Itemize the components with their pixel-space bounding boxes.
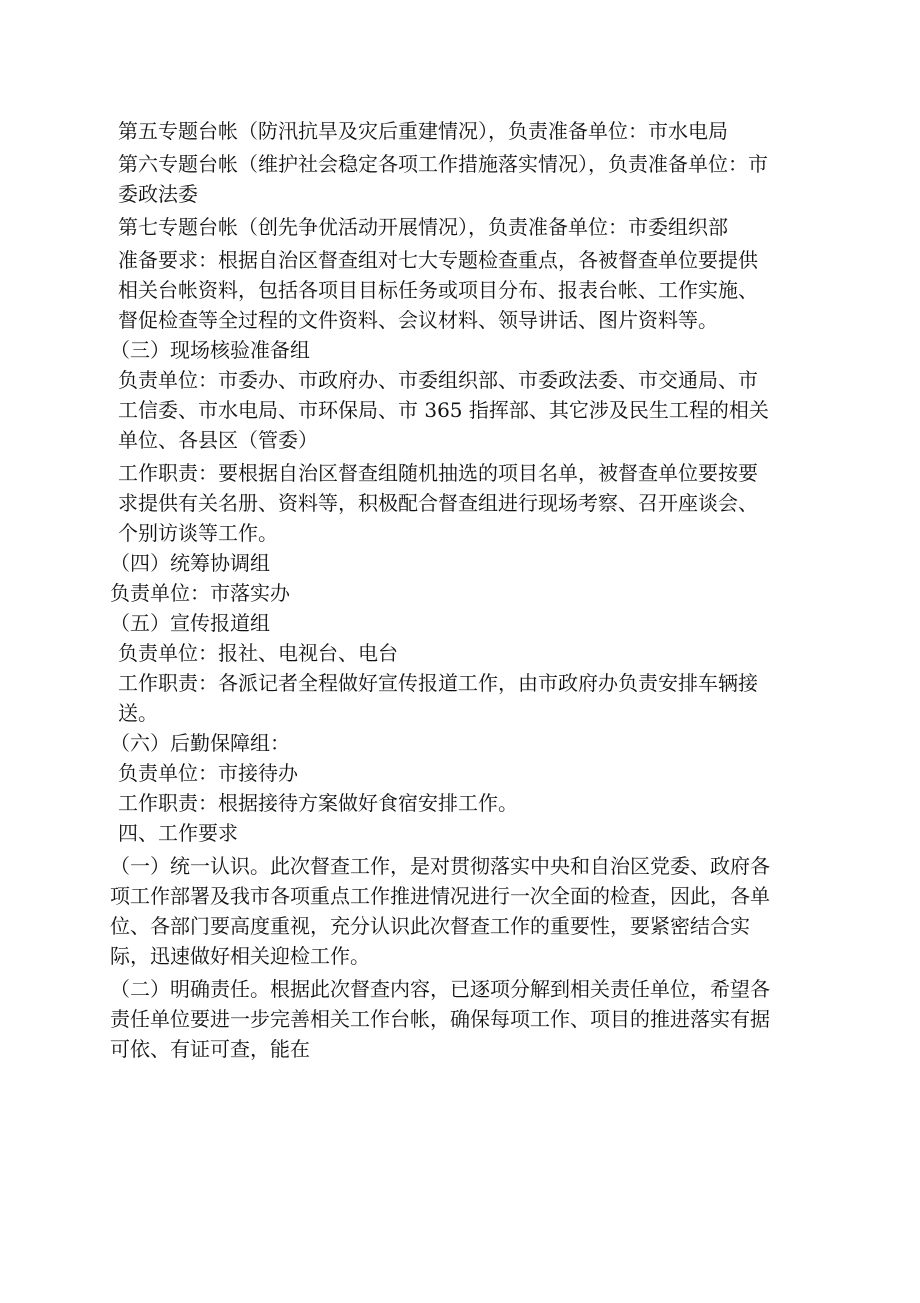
- paragraph-clarify-responsibility: （二）明确责任。根据此次督查内容，已逐项分解到相关责任单位，希望各责任单位要进一步完善相关工作台帐，确保每项工作、项目的推进落实有据可依、有证可查，能在: [110, 977, 770, 1061]
- paragraph-responsible-units-publicity: 负责单位：报社、电视台、电台: [118, 641, 398, 665]
- heading-logistics-group: （六）后勤保障组：: [110, 731, 290, 755]
- document-body: [110, 116, 770, 1064]
- paragraph-topic-6: 第六专题台帐（维护社会稳定各项工作措施落实情况），负责准备单位：市委政法委: [118, 152, 768, 206]
- heading-publicity-group: （五）宣传报道组: [110, 611, 270, 635]
- paragraph-responsible-unit-logistics: 负责单位：市接待办: [118, 761, 298, 785]
- paragraph-responsible-unit-coordination: 负责单位：市落实办: [110, 581, 290, 605]
- paragraph-duties-site: 工作职责：要根据自治区督查组随机抽选的项目名单，被督查单位要按要求提供有关名册、资料等，积极配合督查组进行现场考察、召开座谈会、个别访谈等工作。: [118, 461, 758, 545]
- paragraph-responsible-units-site: 负责单位：市委办、市政府办、市委组织部、市委政法委、市交通局、市工信委、市水电局、市环保局、市 365 指挥部、其它涉及民生工程的相关单位、各县区（管委）: [118, 368, 769, 452]
- heading-site-verification-group: （三）现场核验准备组: [110, 338, 310, 362]
- paragraph-duties-logistics: 工作职责：根据接待方案做好食宿安排工作。: [118, 791, 518, 815]
- paragraph-topic-7: 第七专题台帐（创先争优活动开展情况），负责准备单位：市委组织部: [118, 215, 728, 239]
- heading-coordination-group: （四）统筹协调组: [110, 551, 270, 575]
- paragraph-topic-5: 第五专题台帐（防汛抗旱及灾后重建情况），负责准备单位：市水电局: [118, 119, 728, 143]
- paragraph-unify-understanding: （一）统一认识。此次督查工作，是对贯彻落实中央和自治区党委、政府各项工作部署及我市各项重点工作推进情况进行一次全面的检查，因此，各单位、各部门要高度重视，充分认识此次督查工作的重要性，要紧密结合实际，迅速做好相关迎检工作。: [110, 854, 770, 968]
- paragraph-preparation-requirements: 准备要求：根据自治区督查组对七大专题检查重点，各被督查单位要提供相关台帐资料，包括各项目目标任务或项目分布、报表台帐、工作实施、督促检查等全过程的文件资料、会议材料、领导讲话、图片资料等。: [118, 248, 758, 332]
- heading-work-requirements: 四、工作要求: [118, 821, 238, 845]
- paragraph-duties-publicity: 工作职责：各派记者全程做好宣传报道工作，由市政府办负责安排车辆接送。: [118, 671, 758, 725]
